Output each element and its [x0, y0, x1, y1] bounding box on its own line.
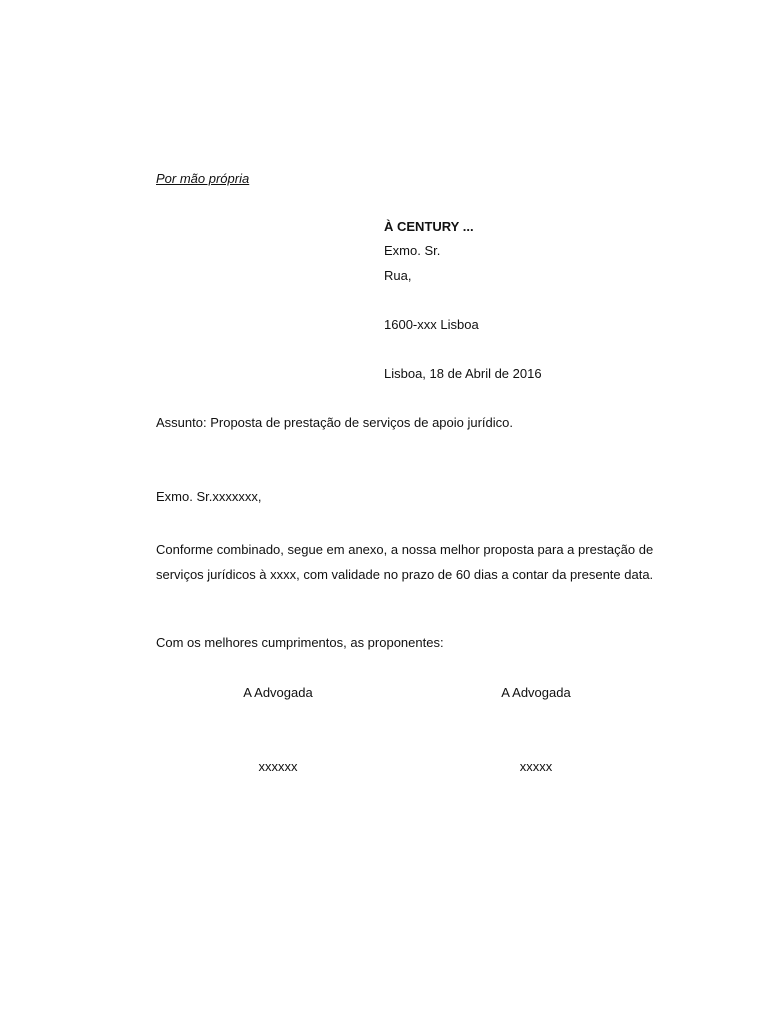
signature-right-name: xxxxx	[519, 759, 553, 774]
signature-right-title: A Advogada	[501, 685, 571, 700]
closing-line: Com os melhores cumprimentos, as proponentes:	[156, 635, 444, 650]
signature-left-title: A Advogada	[243, 685, 313, 700]
recipient-company: À CENTURY ...	[384, 219, 474, 234]
subject-line	[156, 415, 513, 431]
recipient-attention: Exmo. Sr.	[384, 243, 441, 258]
salutation: Exmo. Sr.xxxxxxx,	[156, 489, 262, 504]
subject-text: Proposta de prestação de serviços de apoio jurídico.	[210, 415, 514, 430]
recipient-street: Rua,	[384, 268, 412, 283]
place-date: Lisboa, 18 de Abril de 2016	[384, 366, 542, 381]
recipient-postal: 1600-xxx Lisboa	[384, 317, 479, 332]
body-paragraph	[156, 537, 676, 587]
signature-left-name: xxxxxx	[258, 759, 298, 774]
body-line: Conforme combinado, segue em anexo, a nossa melhor proposta para a prestação de	[156, 542, 654, 557]
subject-label: Assunto:	[156, 415, 207, 430]
body-line: serviços jurídicos à xxxx, com validade no prazo de 60 dias a contar da presente data.	[156, 567, 654, 582]
hand-delivery-note: Por mão própria	[156, 171, 250, 186]
